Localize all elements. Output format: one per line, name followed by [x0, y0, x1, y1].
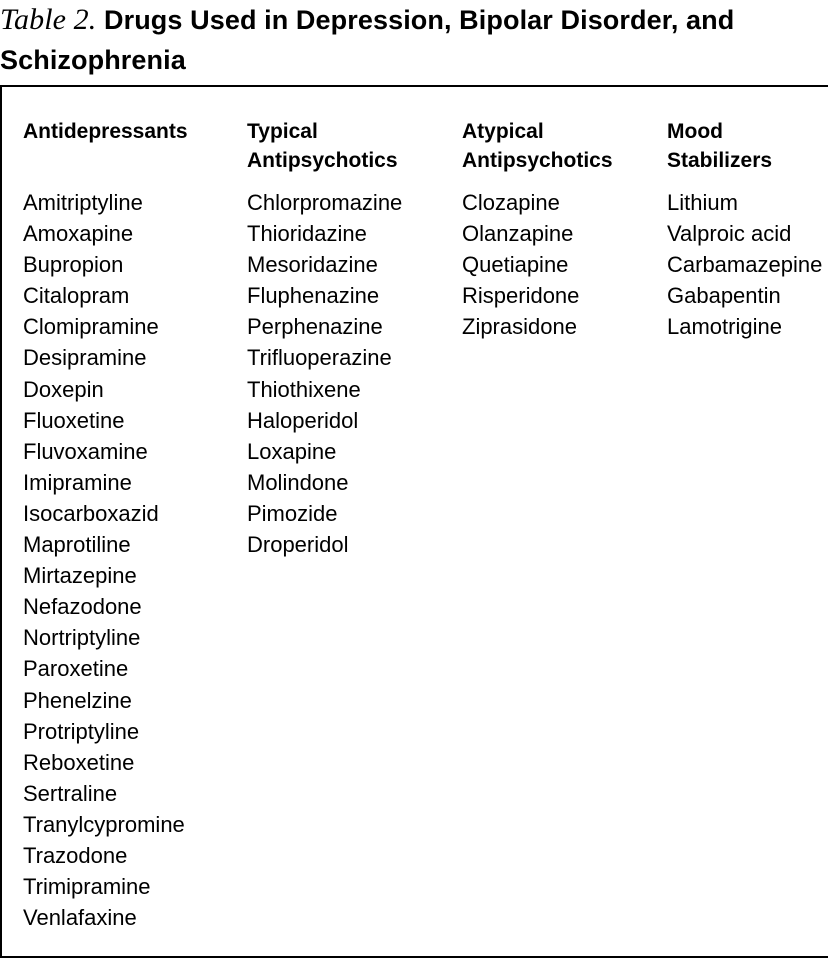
drug-item: Tranylcypromine: [23, 811, 185, 837]
drug-item: Sertraline: [23, 780, 118, 806]
drug-item: Trifluoperazine: [247, 345, 392, 371]
drug-item: Fluvoxamine: [23, 438, 148, 464]
drug-item: Chlorpromazine: [247, 190, 403, 215]
column-header: Mood Stabilizers: [667, 120, 773, 172]
drug-item: Gabapentin: [667, 283, 781, 309]
drug-item: Perphenazine: [247, 314, 383, 340]
column-header: Typical Antipsychotics: [247, 120, 398, 172]
drug-item: Trimipramine: [23, 874, 151, 900]
drug-item: Phenelzine: [23, 687, 132, 713]
drug-item: Droperidol: [247, 532, 349, 558]
drug-item: Mirtazepine: [23, 563, 137, 589]
drug-item: Isocarboxazid: [23, 500, 159, 526]
drug-item: Lithium: [667, 190, 738, 215]
table-label: Table 2.: [0, 3, 97, 36]
drug-item: Bupropion: [23, 252, 124, 278]
drug-item: Thioridazine: [247, 221, 367, 247]
drug-item: Imipramine: [23, 469, 132, 495]
column-atypical-antipsychotics: [462, 117, 613, 342]
drug-item: Thiothixene: [247, 376, 361, 402]
column-typical-antipsychotics: [247, 117, 402, 560]
drug-item: Nortriptyline: [23, 625, 141, 651]
drug-item: Mesoridazine: [247, 252, 378, 278]
drug-item: Clozapine: [462, 190, 560, 215]
drug-item: Molindone: [247, 469, 349, 495]
drug-item: Fluoxetine: [23, 407, 125, 433]
drug-item: Lamotrigine: [667, 314, 782, 340]
drug-item: Valproic acid: [667, 221, 792, 247]
column-header: Antidepressants: [23, 120, 188, 143]
column-mood-stabilizers: [667, 117, 822, 342]
drug-list: [667, 187, 822, 342]
drug-item: Risperidone: [462, 283, 580, 309]
drug-item: Pimozide: [247, 500, 338, 526]
drug-item: Nefazodone: [23, 594, 142, 620]
drug-item: Ziprasidone: [462, 314, 577, 340]
drug-item: Amoxapine: [23, 221, 134, 247]
table-caption: [0, 0, 828, 80]
drug-item: Maprotiline: [23, 532, 131, 558]
drug-item: Quetiapine: [462, 252, 569, 278]
drug-item: Desipramine: [23, 345, 147, 371]
drug-list: [462, 187, 613, 342]
drug-item: Protriptyline: [23, 718, 140, 744]
drug-item: Reboxetine: [23, 749, 135, 775]
drug-list: [23, 187, 188, 933]
drug-item: Clomipramine: [23, 314, 159, 340]
drug-item: Haloperidol: [247, 407, 359, 433]
drug-item: Loxapine: [247, 438, 337, 464]
table-title: Drugs Used in Depression, Bipolar Disorder, and Schizophrenia: [0, 5, 735, 75]
column-antidepressants: [23, 117, 188, 933]
drug-item: Venlafaxine: [23, 905, 137, 931]
drug-item: Carbamazepine: [667, 252, 823, 278]
column-header: Atypical Antipsychotics: [462, 120, 613, 172]
drug-table: [0, 85, 828, 958]
drug-item: Amitriptyline: [23, 190, 143, 215]
drug-item: Trazodone: [23, 842, 128, 868]
drug-item: Doxepin: [23, 376, 104, 402]
drug-list: [247, 187, 402, 560]
drug-item: Citalopram: [23, 283, 130, 309]
drug-item: Fluphenazine: [247, 283, 380, 309]
drug-item: Olanzapine: [462, 221, 574, 247]
drug-item: Paroxetine: [23, 656, 129, 682]
